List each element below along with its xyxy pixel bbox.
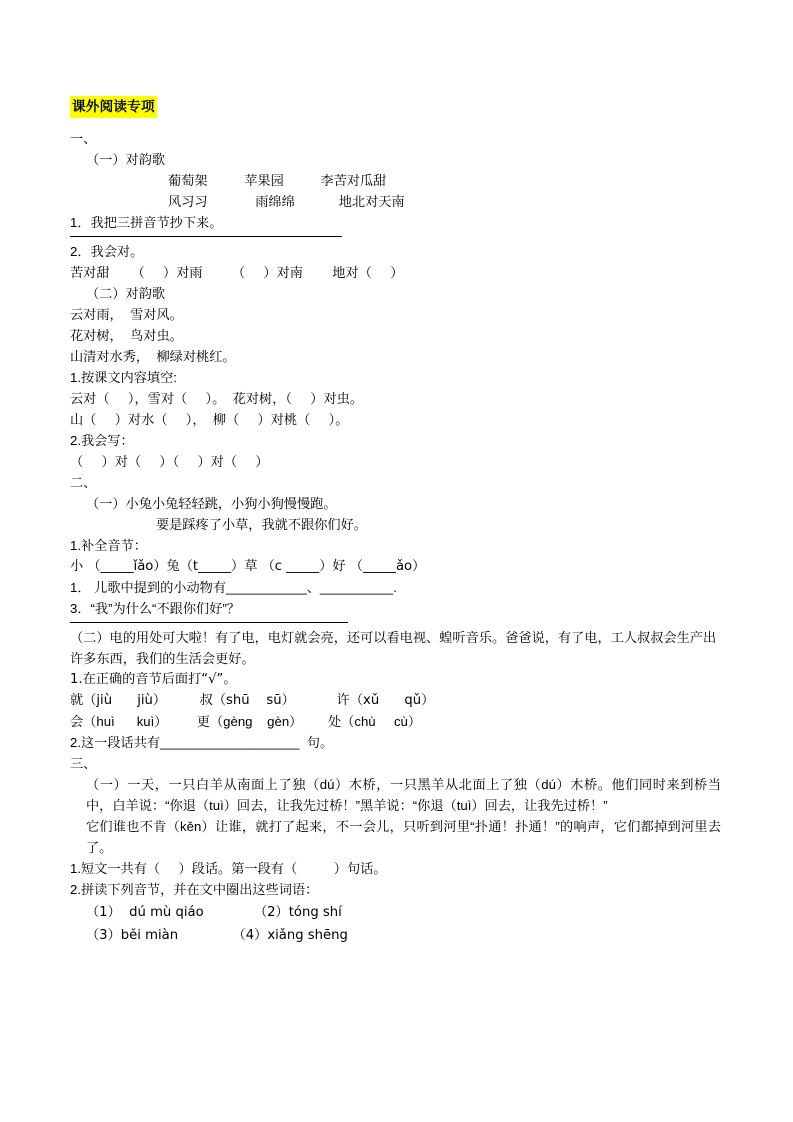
line-1-2: 葡萄架 苹果园 李苦对瓜甜	[168, 173, 387, 188]
section-heading-2: 二、	[70, 475, 97, 490]
line-1-9: 花对树， 鸟对虫。	[70, 328, 183, 343]
line-2-5: 1． 儿歌中提到的小动物有___________、__________.	[70, 580, 397, 595]
document-title-wrap	[70, 96, 721, 118]
line-2-4: 小 （_____ǐǎo）兔（t_____）草 （c _____）好 （_____ǎo）	[70, 559, 426, 574]
section-heading-1: 一、	[70, 131, 97, 146]
line-1-7: （二）对韵歌	[86, 286, 166, 301]
line-2-2: 要是踩疼了小草，我就不跟你们好。	[156, 517, 367, 532]
line-3-2: 它们谁也不肯（kěn）让谁，就打了起来，不一会儿，只听到河里“扑通！扑通！”的响声，它们都掉到河里去了。	[86, 819, 721, 855]
line-1-5: 2．我会对。	[70, 244, 144, 259]
line-2-6: 3．“我”为什么“不跟你们好”？	[70, 601, 240, 616]
line-2-9: 1.在正确的音节后面打“√”。	[70, 672, 237, 687]
line-1-3: 风习习 雨绵绵 地北对天南	[168, 194, 405, 209]
line-2-11: 会（huì kuì） 更（gèng gèn） 处（chù cù）	[70, 714, 422, 729]
line-1-8: 云对雨， 雪对风。	[70, 307, 183, 322]
section-heading-3: 三、	[70, 756, 97, 771]
line-2-8: （二）电的用处可大啦！有了电，电灯就会亮，还可以看电视、蝗听音乐。爸爸说，有了电，工人叔叔会生产出许多东西，我们的生活会更好。	[70, 630, 717, 666]
line-3-3: 1.短文一共有（ ）段话。第一段有（ ）句话。	[70, 861, 387, 876]
line-1-10: 山清对水秀， 柳绿对桃红。	[70, 349, 236, 364]
line-1-4: 1．我把三拼音节抄下来。	[70, 215, 223, 230]
line-1-1: （一）对韵歌	[86, 152, 166, 167]
line-2-12: 2.这一段话共有___________________ 句。	[70, 735, 334, 750]
line-3-6: （3）běi miàn （4）xiǎng shēng	[86, 928, 348, 943]
line-1-6: 苦对甜 （ ）对雨 （ ）对南 地对（ ）	[70, 265, 404, 280]
answer-blank-rule-1[interactable]	[70, 236, 342, 237]
line-3-1: （一）一天，一只白羊从南面上了独（dú）木桥，一只黑羊从北面上了独（dú）木桥。他们同时来到桥当中，白羊说：“你退（tuì）回去，让我先过桥！”黑羊说：“你退（tuì）回去，让我先过桥！”	[86, 777, 721, 813]
line-1-12: 云对（ ），雪对（ ）。 花对树，（ ）对虫。	[70, 391, 364, 406]
answer-blank-rule-2[interactable]	[70, 622, 348, 623]
line-1-11: 1.按课文内容填空:	[70, 370, 177, 385]
line-1-13: 山（ ）对水（ ）， 柳（ ）对桃（ ）。	[70, 412, 349, 427]
line-1-14: 2.我会写：	[70, 433, 134, 448]
line-2-3: 1.补全音节：	[70, 538, 147, 553]
document-body	[70, 96, 721, 946]
line-2-1: （一）小兔小兔轻轻跳，小狗小狗慢慢跑。	[86, 496, 337, 511]
line-2-10: 就（jiù jiù） 叔（shū sū） 许（xǔ qǔ）	[70, 693, 435, 708]
page-title: 课外阅读专项	[70, 96, 157, 118]
line-3-4: 2.拼读下列音节，并在文中圈出这些词语：	[70, 882, 319, 897]
line-3-5: （1） dú mù qiáo （2）tóng shí	[86, 905, 342, 920]
line-1-15: （ ）对（ ）（ ）对（ ）	[70, 454, 269, 469]
